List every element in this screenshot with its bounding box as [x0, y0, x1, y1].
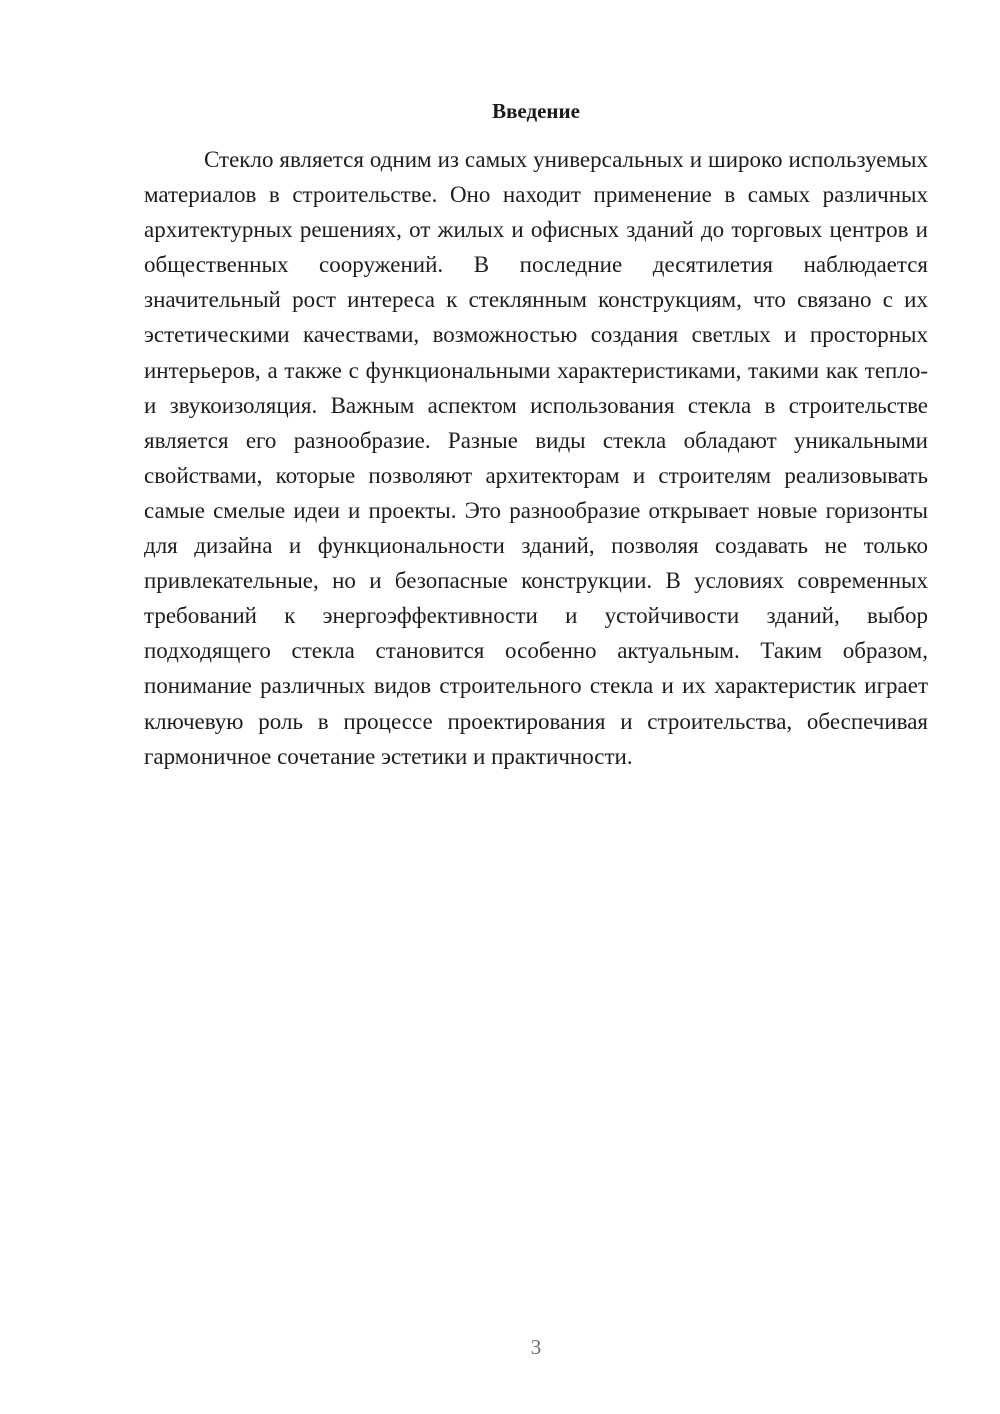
page-number: 3 [530, 1335, 542, 1359]
body-paragraph: Стекло является одним из самых универсальных и широко используемых материалов в строительстве. Оно находит применение в самых различных архитектурных решениях, от жилых и офисных зданий до торговых центров и общественных сооружений. В последние десятилетия наблюдается значительный рост интереса к стеклянным конструкциям, что связано с их эстетическими качествами, возможностью создания светлых и просторных интерьеров, а также с функциональными характеристиками, такими как тепло- и звукоизоляция. Важным аспектом использования стекла в строительстве является его разнообразие. Разные виды стекла обладают уникальными свойствами, которые позволяют архитекторам и строителям реализовывать самые смелые идеи и проекты. Это разнообразие открывает новые горизонты для дизайна и функциональности зданий, позволяя создавать не только привлекательные, но и безопасные конструкции. В условиях современных требований к энергоэффективности и устойчивости зданий, выбор подходящего стекла становится особенно актуальным. Таким образом, понимание различных видов строительного стекла и их характеристик играет ключевую роль в процессе проектирования и строительства, обеспечивая гармоничное сочетание эстетики и практичности. [144, 147, 928, 769]
section-heading: Введение [492, 99, 580, 123]
